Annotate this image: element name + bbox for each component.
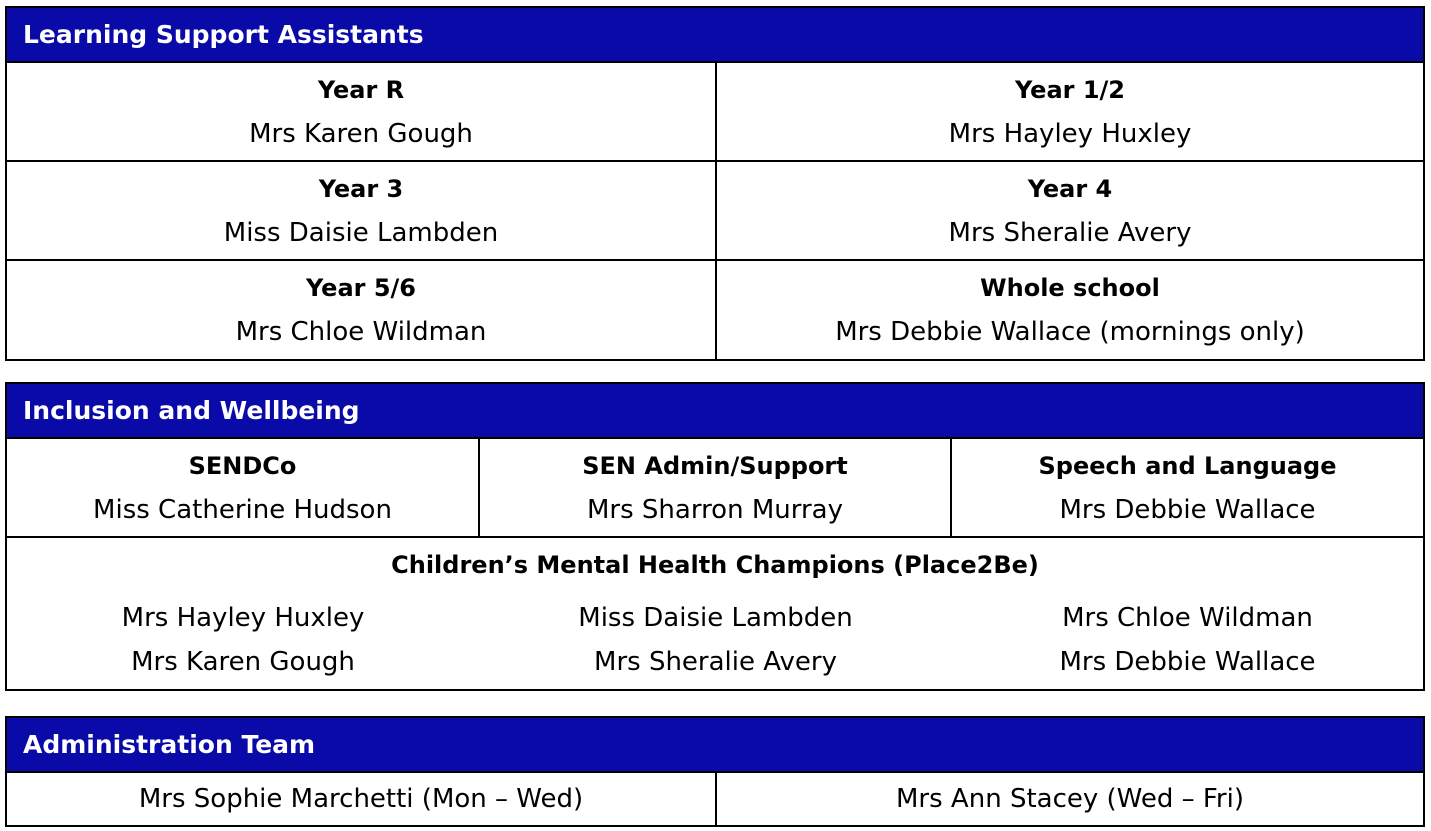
cell-label: SENDCo [188,451,297,480]
cell-staff-name: Mrs Karen Gough [249,118,473,149]
learning-support-assistants-section [5,6,1425,361]
champion-name: Mrs Karen Gough [131,647,355,677]
cell-staff-name: Mrs Hayley Huxley [948,118,1192,149]
champion-name: Mrs Debbie Wallace [1059,647,1316,677]
admin-cell-marchetti [5,771,717,827]
champion-name: Mrs Chloe Wildman [1062,603,1313,633]
cell-staff-name: Miss Catherine Hudson [93,494,392,525]
champions-cell [5,536,1425,691]
champions-label: Children’s Mental Health Champions (Place2Be) [391,551,1039,579]
cell-staff-name: Mrs Sheralie Avery [948,217,1192,248]
cell-label: Year 1/2 [1014,75,1125,104]
admin-cell-stacey [715,771,1425,827]
champion-name: Mrs Sheralie Avery [594,647,837,677]
cell-staff-name: Miss Daisie Lambden [223,217,499,248]
cell-label: SEN Admin/Support [582,451,848,480]
lsa-cell-year-r [5,61,717,162]
admin-section-title: Administration Team [5,716,1425,773]
lsa-cell-year-5-6 [5,259,717,361]
champions-list [7,596,1423,684]
cell-label: Whole school [980,274,1160,302]
inclusion-cell-speech-language [950,437,1425,538]
lsa-cell-year-3 [5,160,717,261]
cell-staff-name: Mrs Chloe Wildman [235,317,487,347]
cell-staff-name: Mrs Ann Stacey (Wed – Fri) [896,784,1244,814]
cell-label: Speech and Language [1038,451,1337,480]
cell-label: Year R [317,75,405,104]
lsa-cell-whole-school [715,259,1425,361]
cell-staff-name: Mrs Debbie Wallace [1059,494,1316,525]
cell-label: Year 4 [1027,174,1113,203]
inclusion-section-title: Inclusion and Wellbeing [5,382,1425,439]
cell-label: Year 3 [318,174,404,203]
inclusion-cell-sendco [5,437,480,538]
cell-staff-name: Mrs Sophie Marchetti (Mon – Wed) [138,784,584,814]
lsa-cell-year-4 [715,160,1425,261]
lsa-section-title: Learning Support Assistants [5,6,1425,63]
lsa-cell-year-1-2 [715,61,1425,162]
administration-team-section [5,716,1425,827]
cell-staff-name: Mrs Sharron Murray [586,494,843,525]
champion-name: Mrs Hayley Huxley [121,603,365,633]
inclusion-cell-sen-admin [478,437,952,538]
cell-staff-name: Mrs Debbie Wallace (mornings only) [835,317,1305,347]
cell-label: Year 5/6 [305,274,416,302]
champion-name: Miss Daisie Lambden [578,603,853,633]
inclusion-wellbeing-section [5,382,1425,691]
